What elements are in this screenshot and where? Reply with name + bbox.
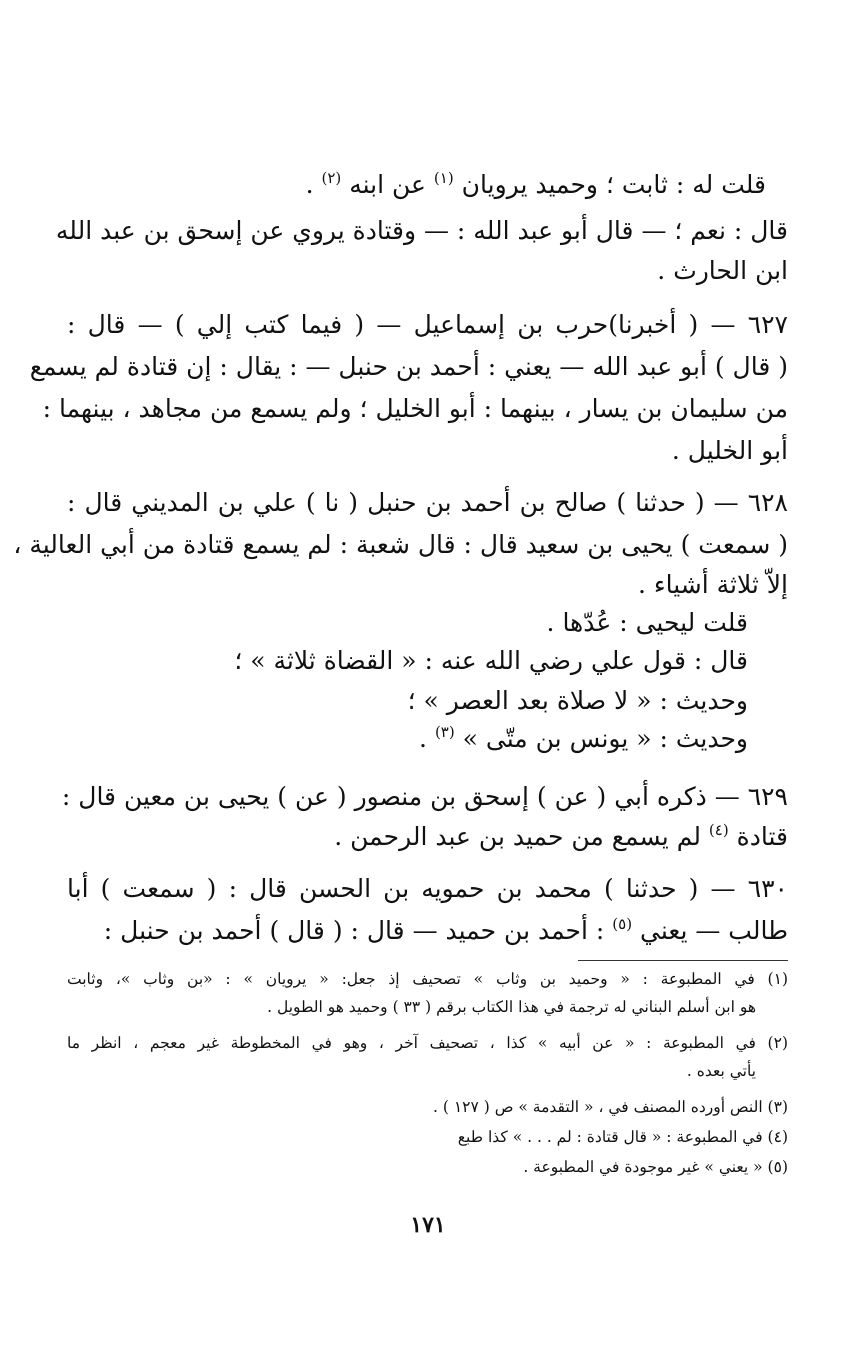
footnote-ref-1: (١) [433,169,454,187]
entry-630-line-2 [103,915,788,945]
line-16-part-b: لم يسمع من حميد بن عبد الرحمن . [334,822,701,851]
line-16-part-a: قتادة [736,822,788,851]
footnote-ref-4: (٤) [708,821,729,839]
entry-628-line-5: قال : قول علي رضي الله عنه : « القضاة ثلاثة » ؛ [234,646,748,675]
line-18-part-a: طالب — يعني [640,916,788,945]
line-1-part-a: قلت له : ثابت ؛ وحميد يرويان [461,170,766,199]
entry-629-line-2 [334,821,788,851]
footnote-separator [578,960,788,961]
text-line-3: ابن الحارث . [657,256,788,285]
footnote-3: (٣) النص أورده المصنف في ، « التقدمة » ص ( ١٢٧ ) . [433,1098,788,1116]
footnote-ref-5: (٥) [612,915,633,933]
line-14-part-a: وحديث : « يونس بن متّى » [462,724,748,753]
entry-628-line-6: وحديث : « لا صلاة بعد العصر » ؛ [407,686,748,715]
footnote-4: (٤) في المطبوعة : « قال قتادة : لم . . . » كذا طبع [457,1128,788,1146]
footnote-5: (٥) « يعني » غير موجودة في المطبوعة . [523,1158,788,1176]
entry-628-line-4: قلت ليحيى : عُدّها . [546,608,748,637]
footnote-2-line-2: يأتي بعده . [686,1062,756,1080]
text-line-1 [305,169,766,199]
line-1-part-c: . [305,170,314,199]
entry-628-line-7 [419,723,748,753]
entry-630-line-1: ٦٣٠ — ( حدثنا ) محمد بن حمويه بن الحسن قال : ( سمعت ) أبا [67,874,788,903]
entry-627-line-1: ٦٢٧ — ( أخبرنا)حرب بن إسماعيل — ( فيما كتب إلي ) — قال : [67,310,788,339]
line-18-part-b: : أحمد بن حميد — قال : ( قال ) أحمد بن حنبل : [103,916,605,945]
text-line-2: قال : نعم ؛ — قال أبو عبد الله : — وقتادة يروي عن إسحق بن عبد الله [55,216,788,245]
entry-629-line-1: ٦٢٩ — ذكره أبي ( عن ) إسحق بن منصور ( عن ) يحيى بن معين قال : [61,782,788,811]
entry-627-line-4: أبو الخليل . [671,436,788,465]
entry-627-line-2: ( قال ) أبو عبد الله — يعني : أحمد بن حنبل — : يقال : إن قتادة لم يسمع [29,352,788,381]
page-number: ١٧١ [410,1212,446,1238]
footnote-ref-2: (٢) [321,169,342,187]
footnote-2-line-1: (٢) في المطبوعة : « عن أبيه » كذا ، تصحيف آخر ، وهو في المخطوطة غير معجم ، انظر ما [67,1034,788,1052]
line-14-part-b: . [419,724,427,753]
entry-627-line-3: من سليمان بن يسار ، بينهما : أبو الخليل ؛ ولم يسمع من مجاهد ، بينهما : [42,394,788,423]
entry-628-line-3: إلاّ ثلاثة أشياء . [637,570,788,599]
footnote-1-line-1: (١) في المطبوعة : « وحميد بن وثاب » تصحيف إذ جعل: « يرويان » : «بن وثاب »، وثابت [67,970,788,988]
line-1-part-b: عن ابنه [349,170,426,199]
footnote-1-line-2: هو ابن أسلم البناني له ترجمة في هذا الكتاب برقم ( ٣٣ ) وحميد هو الطويل . [267,998,756,1016]
entry-628-line-1: ٦٢٨ — ( حدثنا ) صالح بن أحمد بن حنبل ( نا ) علي بن المديني قال : [67,488,788,517]
footnote-ref-3: (٣) [434,723,455,741]
entry-628-line-2: ( سمعت ) يحيى بن سعيد قال : قال شعبة : لم يسمع قتادة من أبي العالية ، [13,530,788,559]
